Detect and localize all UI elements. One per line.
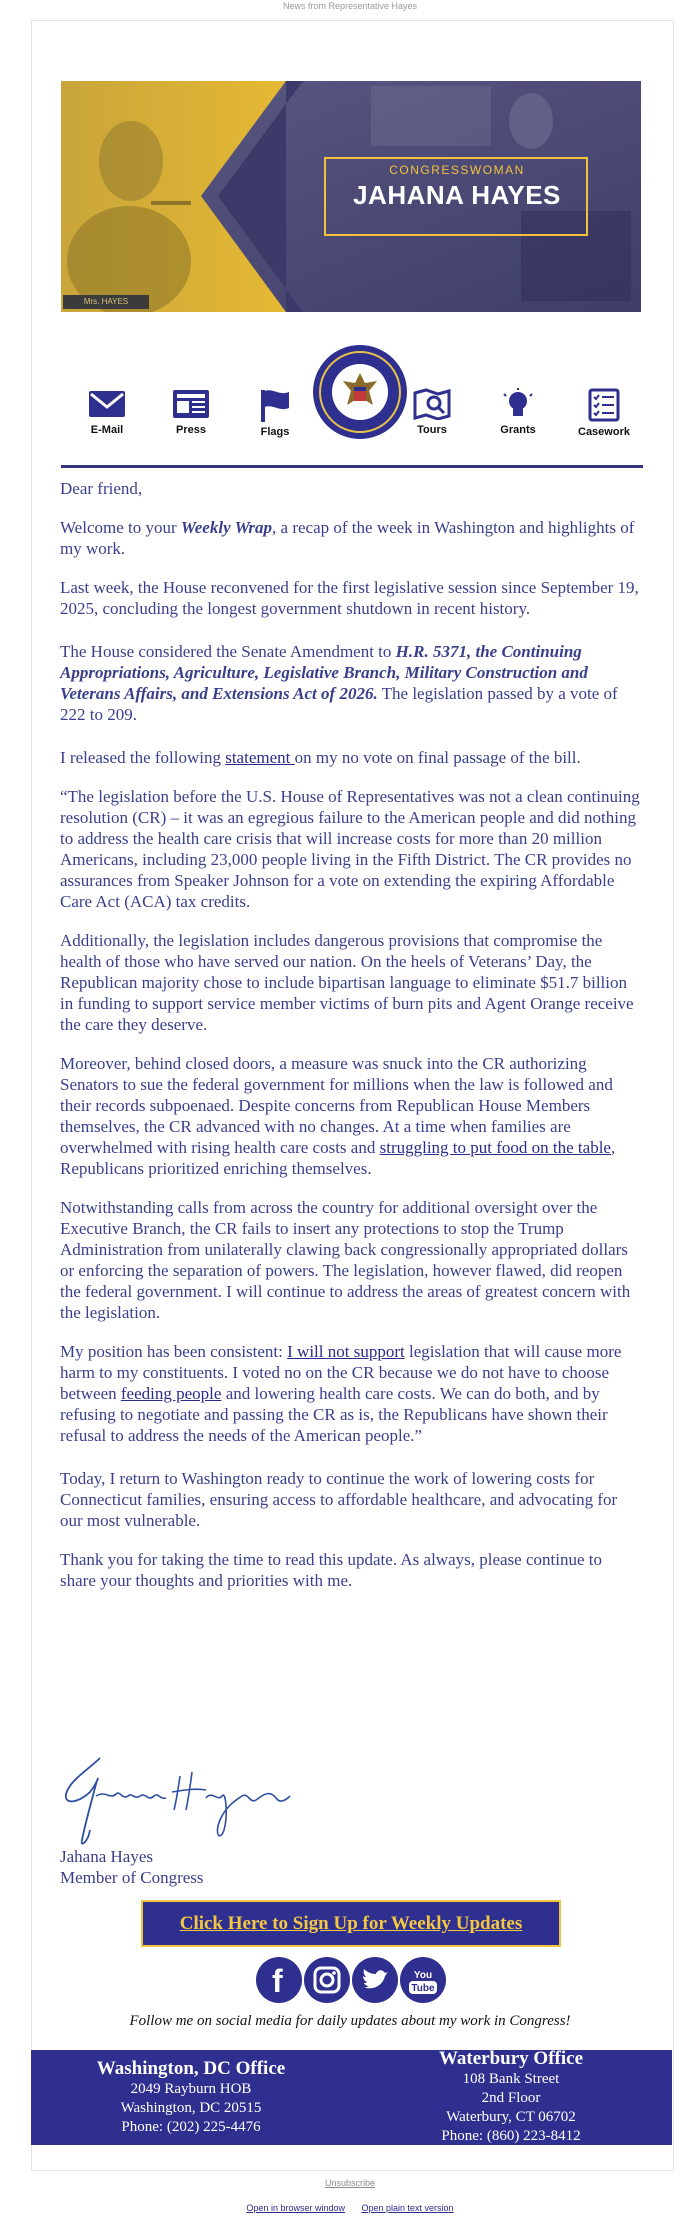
food-link[interactable]: struggling to put food on the table: [379, 1138, 611, 1157]
waterbury-office-phone: Phone: (860) 223-8412: [441, 2128, 581, 2144]
banner-name: JAHANA HAYES: [353, 180, 561, 210]
paragraph-reconvened: Last week, the House reconvened for the first legislative session since September 19, 2025, concluding the longest government shutdown in recent history.: [60, 578, 639, 618]
nav-flags-label: Flags: [260, 426, 290, 438]
banner-kicker: CONGRESSWOMAN: [389, 163, 525, 177]
nav-flags[interactable]: [243, 388, 307, 438]
header-banner: [61, 81, 641, 312]
browser-link[interactable]: Open in browser window: [246, 2203, 345, 2213]
follow-text: Follow me on social media for daily updates about my work in Congress!: [129, 2013, 571, 2029]
plain-text-link[interactable]: Open plain text version: [361, 2203, 454, 2213]
nav-grants-label: Grants: [500, 424, 536, 436]
waterbury-office-line3: Waterbury, CT 06702: [446, 2109, 576, 2125]
weekly-wrap-emphasis: Weekly Wrap: [180, 518, 273, 537]
youtube-icon[interactable]: [400, 1957, 446, 2003]
dc-office-phone: Phone: (202) 225-4476: [121, 2119, 261, 2135]
nav-press-label: Press: [176, 424, 206, 436]
dc-office: [31, 2058, 351, 2137]
newspaper-icon: [171, 388, 211, 420]
nav-casework[interactable]: [572, 388, 636, 438]
svg-text:f: f: [272, 1963, 283, 1999]
checklist-icon: [584, 388, 624, 422]
signature-image: [60, 1750, 316, 1850]
lightbulb-icon: [498, 388, 538, 420]
greeting: Dear friend,: [60, 479, 143, 498]
feeding-people-link[interactable]: feeding people: [120, 1384, 222, 1403]
paragraph-bill: The House considered the Senate Amendment to H.R. 5371, the Continuing Appropriations, Agriculture, Legislative Branch, Military Construction and Veterans Affairs, and Extensions Act of 2026. The legislation passed by a vote of 222 to 209.: [60, 642, 618, 724]
nav-email-label: E-Mail: [90, 424, 124, 436]
paragraph-quote-5: My position has been consistent: I will not support legislation that will cause more harm to my constituents. I voted no on the CR because we do not have to choose between feeding people and lowering health care costs. We can do both, and by refusing to negotiate and passing the CR as is, the Republicans have shown their refusal to address the needs of the American people.”: [60, 1342, 622, 1445]
paragraph-return: Today, I return to Washington ready to continue the work of lowering costs for Connecticut families, ensuring access to affordable healthcare, and advocating for our most vulnerable.: [60, 1469, 618, 1530]
banner-title-frame: [324, 157, 588, 236]
bill-title: H.R. 5371, the Continuing Appropriations, Agriculture, Legislative Branch, Military Construction and Veterans Affairs, and Extensions Act of 2026.: [60, 642, 588, 703]
statement-link[interactable]: statement: [225, 748, 295, 767]
house-seal-icon: [311, 343, 409, 441]
map-search-icon: [412, 388, 452, 420]
flag-icon: [255, 388, 295, 422]
view-links-row: [0, 2203, 700, 2213]
facebook-icon[interactable]: [256, 1957, 302, 2003]
signup-button[interactable]: Click Here to Sign Up for Weekly Updates: [141, 1900, 561, 1947]
waterbury-office: [371, 2048, 651, 2146]
banner-nameplate: Mrs. HAYES: [63, 295, 149, 309]
svg-text:Tube: Tube: [411, 1983, 435, 1994]
nav-tours[interactable]: [400, 388, 464, 436]
nav-divider: [61, 465, 643, 468]
unsubscribe-link[interactable]: Unsubscribe: [324, 2178, 376, 2188]
paragraph-thanks: Thank you for taking the time to read this update. As always, please continue to share your thoughts and priorities with me.: [60, 1550, 602, 1590]
signer-name: Jahana Hayes: [60, 1847, 153, 1866]
waterbury-office-line2: 2nd Floor: [481, 2090, 541, 2106]
paragraph-quote-3: Moreover, behind closed doors, a measure was snuck into the CR authorizing Senators to sue the federal government for millions when the law is followed and their records subpoenaed. Despite concerns from Republican House Members themselves, the CR advanced with no changes. At a time when families are overwhelmed with rising health care costs and struggling to put food on the table, Republicans prioritized enriching themselves.: [60, 1054, 616, 1178]
paragraph-quote-1: “The legislation before the U.S. House of Representatives was not a clean continuing resolution (CR) – it was an egregious failure to the American people and did nothing to address the health care crisis that will increase costs for more than 20 million Americans, including 23,000 people living in the Fifth District. The CR provides no assurances from Speaker Johnson for a vote on extending the expiring Affordable Care Act (ACA) tax credits.: [60, 787, 640, 911]
paragraph-quote-4: Notwithstanding calls from across the country for additional oversight over the Executive Branch, the CR fails to insert any protections to stop the Trump Administration from unilaterally clawing back congressionally appropriated dollars or enforcing the separation of powers. The legislation, however flawed, did reopen the federal government. I will continue to address the areas of greatest concern with the legislation.: [60, 1198, 631, 1322]
dc-office-line1: 2049 Rayburn HOB: [130, 2081, 252, 2097]
twitter-icon[interactable]: [352, 1957, 398, 2003]
paragraph-quote-2: Additionally, the legislation includes dangerous provisions that compromise the health of those who have served our nation. On the heels of Veterans’ Day, the Republican majority chose to include bipartisan language to eliminate $51.7 billion in funding to support service member victims of burn pits and Agent Orange receive the care they deserve.: [60, 931, 634, 1034]
nav-email[interactable]: [75, 388, 139, 436]
svg-text:You: You: [413, 1970, 433, 1981]
preheader-text: News from Representative Hayes: [282, 1, 418, 11]
will-not-support-link[interactable]: I will not support: [287, 1342, 405, 1361]
waterbury-office-line1: 108 Bank Street: [462, 2071, 560, 2087]
instagram-icon[interactable]: [304, 1957, 350, 2003]
nav-grants[interactable]: [486, 388, 550, 436]
waterbury-office-name: Waterbury Office: [438, 2048, 584, 2069]
dc-office-line2: Washington, DC 20515: [120, 2100, 262, 2116]
nav-tours-label: Tours: [417, 424, 447, 436]
nav-casework-label: Casework: [578, 426, 630, 438]
unsubscribe-row: [0, 2178, 700, 2188]
letter-body: [60, 478, 640, 1609]
signer-title: Member of Congress: [60, 1868, 204, 1887]
signer-block: [60, 1846, 204, 1888]
dc-office-name: Washington, DC Office: [96, 2058, 286, 2079]
social-icons: [256, 1957, 446, 2005]
paragraph-statement: I released the following statement on my no vote on final passage of the bill.: [60, 748, 581, 767]
paragraph-intro: Welcome to your Weekly Wrap, a recap of the week in Washington and highlights of my work.: [60, 518, 635, 558]
quick-links-bar: [61, 343, 643, 469]
envelope-icon: [87, 388, 127, 420]
nav-press[interactable]: [159, 388, 223, 436]
office-footer: [31, 2050, 672, 2145]
